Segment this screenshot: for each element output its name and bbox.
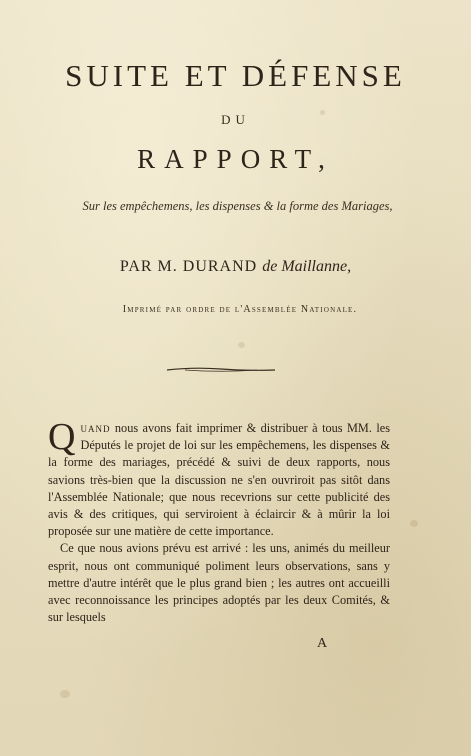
title-connector: DU <box>221 112 250 127</box>
document-subject: RAPPORT, <box>137 144 334 174</box>
imprint-line: Imprimé par ordre de l'Assemblée Nationale. <box>122 304 358 315</box>
paragraph-text: nous avons fait imprimer & distribuer à tous MM. les Députés le projet de loi sur les empêchemens, les dispenses & la forme des mariages, précédé & suivi de deux rapports, nous savions très-bien que la discussion ne s'en ouvriroit pas sitôt dans l'Assemblée Nationale; que nous recevrions sur cette publicité des avis & des critiques, qui serviroient à éclaircir & à mûrir la loi proposée sur une matière de cette importance. <box>48 421 391 539</box>
body-text <box>48 416 391 626</box>
drop-cap: Q <box>48 416 76 458</box>
author-name: PAR M. DURAND <box>119 258 258 275</box>
ornament-rule-icon <box>165 364 277 376</box>
paper-stain <box>238 342 245 348</box>
paragraph <box>48 416 391 540</box>
paragraph: Ce que nous avions prévu est arrivé : les uns, animés du meilleur esprit, nous ont communiqué poliment leurs observations, sans y mettre d'autre intérêt que le plus grand bien ; les autres ont accueilli avec reconnoissance les principes adoptés par les deux Comités, & sur lesquels <box>48 541 390 625</box>
document-subtitle: Sur les empêchemens, les dispenses & la forme des Mariages, <box>82 199 393 213</box>
author-place: de Maillanne, <box>262 258 352 275</box>
opening-word: uand <box>80 421 111 435</box>
paper-stain <box>410 520 418 527</box>
document-title: SUITE ET DÉFENSE <box>65 58 406 93</box>
paper-stain <box>60 690 70 698</box>
author-line <box>0 258 471 276</box>
signature-mark: A <box>317 636 328 651</box>
